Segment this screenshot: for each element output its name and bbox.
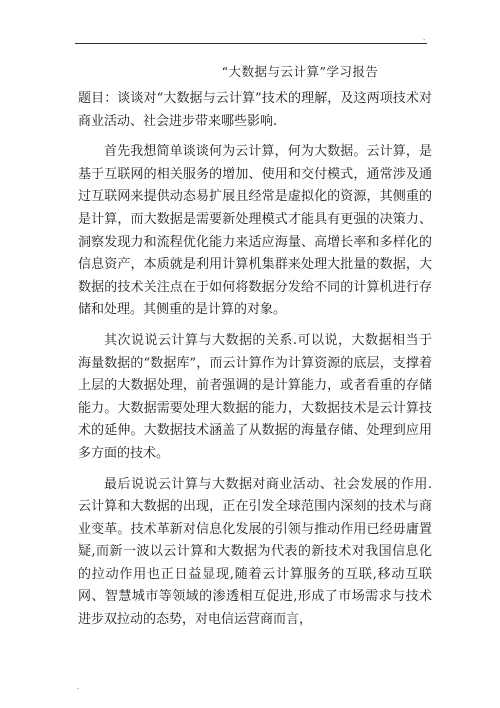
paragraph-3: 最后说说云计算与大数据对商业活动、社会发展的作用.云计算和大数据的出现，正在引发全球范围内深刻的技术与商业变革。技术革新对信息化发展的引领与推动作用已经毋庸置疑,而新一波以云计算和大数据为代表的新技术对我国信息化的拉动作用也正日益显现,随着云计算服务的互联,移动互联网、智慧城市等领域的渗透相互促进,形成了市场需求与技术进步双拉动的态势，对电信运营商而言， [78, 476, 432, 628]
document-title: “大数据与云计算”学习报告 [221, 64, 379, 79]
footer-corner-mark: . [77, 683, 80, 691]
header-corner-mark: . [423, 34, 426, 42]
paragraph-2: 其次说说云计算与大数据的关系.可以说，大数据相当于海量数据的“数据库”，而云计算作为计算资源的底层，支撑着上层的大数据处理，前者强调的是计算能力，或者看重的存储能力。大数据需要处理大数据的能力，大数据技术是云计算技术的延伸。大数据技术涵盖了从数据的海量存储、处理到应用多方面的技术。 [78, 332, 432, 461]
document-body [78, 88, 432, 640]
paragraph-1: 首先我想简单谈谈何为云计算，何为大数据。云计算，是基于互联网的相关服务的增加、使用和交付模式，通常涉及通过互联网来提供动态易扩展且经常是虚拟化的资源，其侧重的是计算，而大数据是需要新处理模式才能具有更强的决策力、洞察发现力和流程优化能力来适应海量、高增长率和多样化的信息资产，本质就是利用计算机集群来处理大批量的数据，大数据的技术关注点在于如何将数据分发给不同的计算机进行存储和处理。其侧重的是计算的对象。 [78, 144, 432, 318]
header-rule [75, 43, 427, 44]
topic-line: 题目：谈谈对“大数据与云计算”技术的理解，及这两项技术对商业活动、社会进步带来哪些影响. [78, 91, 432, 129]
